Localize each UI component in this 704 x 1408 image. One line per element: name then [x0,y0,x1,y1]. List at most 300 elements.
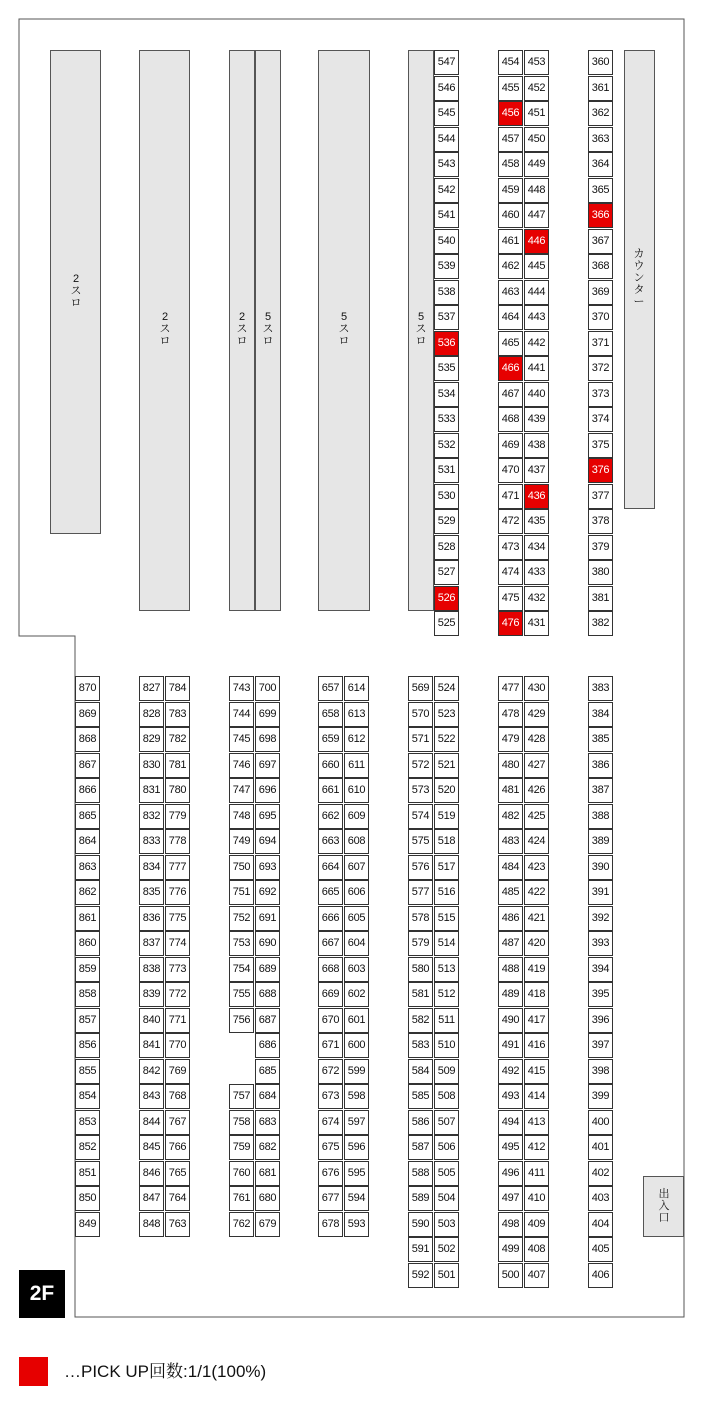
machine-783[interactable]: 783 [165,702,190,727]
machine-864[interactable]: 864 [75,829,100,854]
machine-672[interactable]: 672 [318,1059,343,1084]
machine-495[interactable]: 495 [498,1135,523,1160]
machine-374[interactable]: 374 [588,407,613,432]
machine-543[interactable]: 543 [434,152,459,177]
machine-370[interactable]: 370 [588,305,613,330]
machine-520[interactable]: 520 [434,778,459,803]
machine-378[interactable]: 378 [588,509,613,534]
machine-761[interactable]: 761 [229,1186,254,1211]
machine-838[interactable]: 838 [139,957,164,982]
machine-461[interactable]: 461 [498,229,523,254]
machine-395[interactable]: 395 [588,982,613,1007]
machine-470[interactable]: 470 [498,458,523,483]
machine-377[interactable]: 377 [588,484,613,509]
machine-489[interactable]: 489 [498,982,523,1007]
machine-762[interactable]: 762 [229,1212,254,1237]
machine-428[interactable]: 428 [524,727,549,752]
machine-418[interactable]: 418 [524,982,549,1007]
machine-584[interactable]: 584 [408,1059,433,1084]
machine-473[interactable]: 473 [498,535,523,560]
machine-777[interactable]: 777 [165,855,190,880]
machine-372[interactable]: 372 [588,356,613,381]
machine-379[interactable]: 379 [588,535,613,560]
machine-767[interactable]: 767 [165,1110,190,1135]
machine-451[interactable]: 451 [524,101,549,126]
machine-839[interactable]: 839 [139,982,164,1007]
machine-392[interactable]: 392 [588,906,613,931]
machine-498[interactable]: 498 [498,1212,523,1237]
machine-588[interactable]: 588 [408,1161,433,1186]
machine-856[interactable]: 856 [75,1033,100,1058]
machine-853[interactable]: 853 [75,1110,100,1135]
machine-509[interactable]: 509 [434,1059,459,1084]
machine-679[interactable]: 679 [255,1212,280,1237]
machine-516[interactable]: 516 [434,880,459,905]
machine-541[interactable]: 541 [434,203,459,228]
machine-510[interactable]: 510 [434,1033,459,1058]
machine-485[interactable]: 485 [498,880,523,905]
machine-674[interactable]: 674 [318,1110,343,1135]
machine-756[interactable]: 756 [229,1008,254,1033]
machine-383[interactable]: 383 [588,676,613,701]
machine-851[interactable]: 851 [75,1161,100,1186]
machine-491[interactable]: 491 [498,1033,523,1058]
machine-609[interactable]: 609 [344,804,369,829]
machine-577[interactable]: 577 [408,880,433,905]
machine-599[interactable]: 599 [344,1059,369,1084]
machine-526[interactable]: 526 [434,586,459,611]
machine-661[interactable]: 661 [318,778,343,803]
machine-572[interactable]: 572 [408,753,433,778]
machine-697[interactable]: 697 [255,753,280,778]
machine-544[interactable]: 544 [434,127,459,152]
machine-388[interactable]: 388 [588,804,613,829]
machine-487[interactable]: 487 [498,931,523,956]
machine-447[interactable]: 447 [524,203,549,228]
machine-434[interactable]: 434 [524,535,549,560]
machine-665[interactable]: 665 [318,880,343,905]
machine-684[interactable]: 684 [255,1084,280,1109]
machine-669[interactable]: 669 [318,982,343,1007]
machine-486[interactable]: 486 [498,906,523,931]
machine-525[interactable]: 525 [434,611,459,636]
machine-439[interactable]: 439 [524,407,549,432]
machine-405[interactable]: 405 [588,1237,613,1262]
machine-480[interactable]: 480 [498,753,523,778]
machine-834[interactable]: 834 [139,855,164,880]
machine-680[interactable]: 680 [255,1186,280,1211]
machine-536[interactable]: 536 [434,331,459,356]
machine-464[interactable]: 464 [498,305,523,330]
machine-612[interactable]: 612 [344,727,369,752]
machine-371[interactable]: 371 [588,331,613,356]
machine-667[interactable]: 667 [318,931,343,956]
machine-748[interactable]: 748 [229,804,254,829]
machine-836[interactable]: 836 [139,906,164,931]
machine-613[interactable]: 613 [344,702,369,727]
machine-546[interactable]: 546 [434,76,459,101]
machine-368[interactable]: 368 [588,254,613,279]
machine-517[interactable]: 517 [434,855,459,880]
machine-360[interactable]: 360 [588,50,613,75]
machine-409[interactable]: 409 [524,1212,549,1237]
machine-430[interactable]: 430 [524,676,549,701]
machine-412[interactable]: 412 [524,1135,549,1160]
machine-582[interactable]: 582 [408,1008,433,1033]
machine-780[interactable]: 780 [165,778,190,803]
machine-758[interactable]: 758 [229,1110,254,1135]
machine-506[interactable]: 506 [434,1135,459,1160]
machine-700[interactable]: 700 [255,676,280,701]
machine-522[interactable]: 522 [434,727,459,752]
machine-753[interactable]: 753 [229,931,254,956]
machine-770[interactable]: 770 [165,1033,190,1058]
machine-508[interactable]: 508 [434,1084,459,1109]
machine-746[interactable]: 746 [229,753,254,778]
machine-865[interactable]: 865 [75,804,100,829]
machine-832[interactable]: 832 [139,804,164,829]
machine-593[interactable]: 593 [344,1212,369,1237]
machine-869[interactable]: 869 [75,702,100,727]
machine-386[interactable]: 386 [588,753,613,778]
machine-426[interactable]: 426 [524,778,549,803]
machine-529[interactable]: 529 [434,509,459,534]
machine-477[interactable]: 477 [498,676,523,701]
machine-533[interactable]: 533 [434,407,459,432]
machine-699[interactable]: 699 [255,702,280,727]
machine-578[interactable]: 578 [408,906,433,931]
machine-535[interactable]: 535 [434,356,459,381]
machine-743[interactable]: 743 [229,676,254,701]
machine-441[interactable]: 441 [524,356,549,381]
machine-384[interactable]: 384 [588,702,613,727]
machine-600[interactable]: 600 [344,1033,369,1058]
machine-757[interactable]: 757 [229,1084,254,1109]
machine-663[interactable]: 663 [318,829,343,854]
machine-765[interactable]: 765 [165,1161,190,1186]
machine-404[interactable]: 404 [588,1212,613,1237]
machine-519[interactable]: 519 [434,804,459,829]
machine-586[interactable]: 586 [408,1110,433,1135]
machine-466[interactable]: 466 [498,356,523,381]
machine-585[interactable]: 585 [408,1084,433,1109]
machine-842[interactable]: 842 [139,1059,164,1084]
machine-658[interactable]: 658 [318,702,343,727]
machine-605[interactable]: 605 [344,906,369,931]
machine-367[interactable]: 367 [588,229,613,254]
machine-503[interactable]: 503 [434,1212,459,1237]
machine-854[interactable]: 854 [75,1084,100,1109]
machine-580[interactable]: 580 [408,957,433,982]
machine-870[interactable]: 870 [75,676,100,701]
machine-860[interactable]: 860 [75,931,100,956]
machine-438[interactable]: 438 [524,433,549,458]
machine-364[interactable]: 364 [588,152,613,177]
machine-547[interactable]: 547 [434,50,459,75]
machine-411[interactable]: 411 [524,1161,549,1186]
machine-755[interactable]: 755 [229,982,254,1007]
machine-694[interactable]: 694 [255,829,280,854]
machine-369[interactable]: 369 [588,280,613,305]
machine-421[interactable]: 421 [524,906,549,931]
machine-691[interactable]: 691 [255,906,280,931]
machine-376[interactable]: 376 [588,458,613,483]
machine-866[interactable]: 866 [75,778,100,803]
machine-396[interactable]: 396 [588,1008,613,1033]
machine-597[interactable]: 597 [344,1110,369,1135]
machine-373[interactable]: 373 [588,382,613,407]
machine-363[interactable]: 363 [588,127,613,152]
machine-410[interactable]: 410 [524,1186,549,1211]
machine-829[interactable]: 829 [139,727,164,752]
machine-463[interactable]: 463 [498,280,523,305]
machine-362[interactable]: 362 [588,101,613,126]
machine-601[interactable]: 601 [344,1008,369,1033]
machine-494[interactable]: 494 [498,1110,523,1135]
machine-398[interactable]: 398 [588,1059,613,1084]
machine-766[interactable]: 766 [165,1135,190,1160]
machine-759[interactable]: 759 [229,1135,254,1160]
machine-505[interactable]: 505 [434,1161,459,1186]
machine-511[interactable]: 511 [434,1008,459,1033]
machine-764[interactable]: 764 [165,1186,190,1211]
machine-607[interactable]: 607 [344,855,369,880]
machine-576[interactable]: 576 [408,855,433,880]
machine-537[interactable]: 537 [434,305,459,330]
machine-471[interactable]: 471 [498,484,523,509]
machine-845[interactable]: 845 [139,1135,164,1160]
machine-594[interactable]: 594 [344,1186,369,1211]
machine-614[interactable]: 614 [344,676,369,701]
machine-444[interactable]: 444 [524,280,549,305]
machine-675[interactable]: 675 [318,1135,343,1160]
machine-500[interactable]: 500 [498,1263,523,1288]
machine-781[interactable]: 781 [165,753,190,778]
machine-401[interactable]: 401 [588,1135,613,1160]
machine-407[interactable]: 407 [524,1263,549,1288]
machine-774[interactable]: 774 [165,931,190,956]
machine-375[interactable]: 375 [588,433,613,458]
machine-443[interactable]: 443 [524,305,549,330]
machine-449[interactable]: 449 [524,152,549,177]
machine-849[interactable]: 849 [75,1212,100,1237]
machine-385[interactable]: 385 [588,727,613,752]
machine-592[interactable]: 592 [408,1263,433,1288]
machine-687[interactable]: 687 [255,1008,280,1033]
machine-422[interactable]: 422 [524,880,549,905]
machine-778[interactable]: 778 [165,829,190,854]
machine-747[interactable]: 747 [229,778,254,803]
machine-393[interactable]: 393 [588,931,613,956]
machine-763[interactable]: 763 [165,1212,190,1237]
machine-406[interactable]: 406 [588,1263,613,1288]
machine-493[interactable]: 493 [498,1084,523,1109]
machine-749[interactable]: 749 [229,829,254,854]
machine-476[interactable]: 476 [498,611,523,636]
machine-573[interactable]: 573 [408,778,433,803]
machine-528[interactable]: 528 [434,535,459,560]
machine-448[interactable]: 448 [524,178,549,203]
machine-424[interactable]: 424 [524,829,549,854]
machine-590[interactable]: 590 [408,1212,433,1237]
machine-784[interactable]: 784 [165,676,190,701]
machine-380[interactable]: 380 [588,560,613,585]
machine-698[interactable]: 698 [255,727,280,752]
machine-527[interactable]: 527 [434,560,459,585]
machine-782[interactable]: 782 [165,727,190,752]
machine-475[interactable]: 475 [498,586,523,611]
machine-587[interactable]: 587 [408,1135,433,1160]
machine-481[interactable]: 481 [498,778,523,803]
machine-688[interactable]: 688 [255,982,280,1007]
machine-452[interactable]: 452 [524,76,549,101]
machine-603[interactable]: 603 [344,957,369,982]
machine-608[interactable]: 608 [344,829,369,854]
machine-413[interactable]: 413 [524,1110,549,1135]
machine-467[interactable]: 467 [498,382,523,407]
machine-666[interactable]: 666 [318,906,343,931]
machine-399[interactable]: 399 [588,1084,613,1109]
machine-366[interactable]: 366 [588,203,613,228]
machine-660[interactable]: 660 [318,753,343,778]
machine-460[interactable]: 460 [498,203,523,228]
machine-696[interactable]: 696 [255,778,280,803]
machine-490[interactable]: 490 [498,1008,523,1033]
machine-423[interactable]: 423 [524,855,549,880]
machine-420[interactable]: 420 [524,931,549,956]
machine-429[interactable]: 429 [524,702,549,727]
machine-844[interactable]: 844 [139,1110,164,1135]
machine-678[interactable]: 678 [318,1212,343,1237]
machine-381[interactable]: 381 [588,586,613,611]
machine-468[interactable]: 468 [498,407,523,432]
machine-833[interactable]: 833 [139,829,164,854]
machine-532[interactable]: 532 [434,433,459,458]
machine-488[interactable]: 488 [498,957,523,982]
machine-442[interactable]: 442 [524,331,549,356]
machine-499[interactable]: 499 [498,1237,523,1262]
machine-744[interactable]: 744 [229,702,254,727]
machine-689[interactable]: 689 [255,957,280,982]
machine-657[interactable]: 657 [318,676,343,701]
machine-659[interactable]: 659 [318,727,343,752]
machine-394[interactable]: 394 [588,957,613,982]
machine-417[interactable]: 417 [524,1008,549,1033]
machine-436[interactable]: 436 [524,484,549,509]
machine-419[interactable]: 419 [524,957,549,982]
machine-768[interactable]: 768 [165,1084,190,1109]
machine-574[interactable]: 574 [408,804,433,829]
machine-857[interactable]: 857 [75,1008,100,1033]
machine-431[interactable]: 431 [524,611,549,636]
machine-682[interactable]: 682 [255,1135,280,1160]
machine-534[interactable]: 534 [434,382,459,407]
machine-670[interactable]: 670 [318,1008,343,1033]
machine-664[interactable]: 664 [318,855,343,880]
machine-837[interactable]: 837 [139,931,164,956]
machine-455[interactable]: 455 [498,76,523,101]
machine-828[interactable]: 828 [139,702,164,727]
machine-848[interactable]: 848 [139,1212,164,1237]
machine-752[interactable]: 752 [229,906,254,931]
machine-497[interactable]: 497 [498,1186,523,1211]
machine-465[interactable]: 465 [498,331,523,356]
machine-850[interactable]: 850 [75,1186,100,1211]
machine-482[interactable]: 482 [498,804,523,829]
machine-681[interactable]: 681 [255,1161,280,1186]
machine-361[interactable]: 361 [588,76,613,101]
machine-504[interactable]: 504 [434,1186,459,1211]
machine-779[interactable]: 779 [165,804,190,829]
machine-859[interactable]: 859 [75,957,100,982]
machine-771[interactable]: 771 [165,1008,190,1033]
machine-583[interactable]: 583 [408,1033,433,1058]
machine-772[interactable]: 772 [165,982,190,1007]
machine-677[interactable]: 677 [318,1186,343,1211]
machine-686[interactable]: 686 [255,1033,280,1058]
machine-416[interactable]: 416 [524,1033,549,1058]
machine-831[interactable]: 831 [139,778,164,803]
machine-501[interactable]: 501 [434,1263,459,1288]
machine-858[interactable]: 858 [75,982,100,1007]
machine-365[interactable]: 365 [588,178,613,203]
machine-841[interactable]: 841 [139,1033,164,1058]
machine-540[interactable]: 540 [434,229,459,254]
machine-538[interactable]: 538 [434,280,459,305]
machine-484[interactable]: 484 [498,855,523,880]
machine-750[interactable]: 750 [229,855,254,880]
machine-745[interactable]: 745 [229,727,254,752]
machine-596[interactable]: 596 [344,1135,369,1160]
machine-863[interactable]: 863 [75,855,100,880]
machine-445[interactable]: 445 [524,254,549,279]
machine-523[interactable]: 523 [434,702,459,727]
machine-695[interactable]: 695 [255,804,280,829]
machine-575[interactable]: 575 [408,829,433,854]
machine-769[interactable]: 769 [165,1059,190,1084]
machine-610[interactable]: 610 [344,778,369,803]
machine-602[interactable]: 602 [344,982,369,1007]
machine-835[interactable]: 835 [139,880,164,905]
machine-478[interactable]: 478 [498,702,523,727]
machine-446[interactable]: 446 [524,229,549,254]
machine-518[interactable]: 518 [434,829,459,854]
machine-415[interactable]: 415 [524,1059,549,1084]
machine-425[interactable]: 425 [524,804,549,829]
machine-515[interactable]: 515 [434,906,459,931]
machine-433[interactable]: 433 [524,560,549,585]
machine-868[interactable]: 868 [75,727,100,752]
machine-530[interactable]: 530 [434,484,459,509]
machine-496[interactable]: 496 [498,1161,523,1186]
machine-391[interactable]: 391 [588,880,613,905]
machine-662[interactable]: 662 [318,804,343,829]
machine-611[interactable]: 611 [344,753,369,778]
machine-403[interactable]: 403 [588,1186,613,1211]
machine-683[interactable]: 683 [255,1110,280,1135]
machine-435[interactable]: 435 [524,509,549,534]
machine-513[interactable]: 513 [434,957,459,982]
machine-685[interactable]: 685 [255,1059,280,1084]
machine-847[interactable]: 847 [139,1186,164,1211]
machine-474[interactable]: 474 [498,560,523,585]
machine-846[interactable]: 846 [139,1161,164,1186]
machine-524[interactable]: 524 [434,676,459,701]
machine-382[interactable]: 382 [588,611,613,636]
machine-462[interactable]: 462 [498,254,523,279]
machine-514[interactable]: 514 [434,931,459,956]
machine-861[interactable]: 861 [75,906,100,931]
